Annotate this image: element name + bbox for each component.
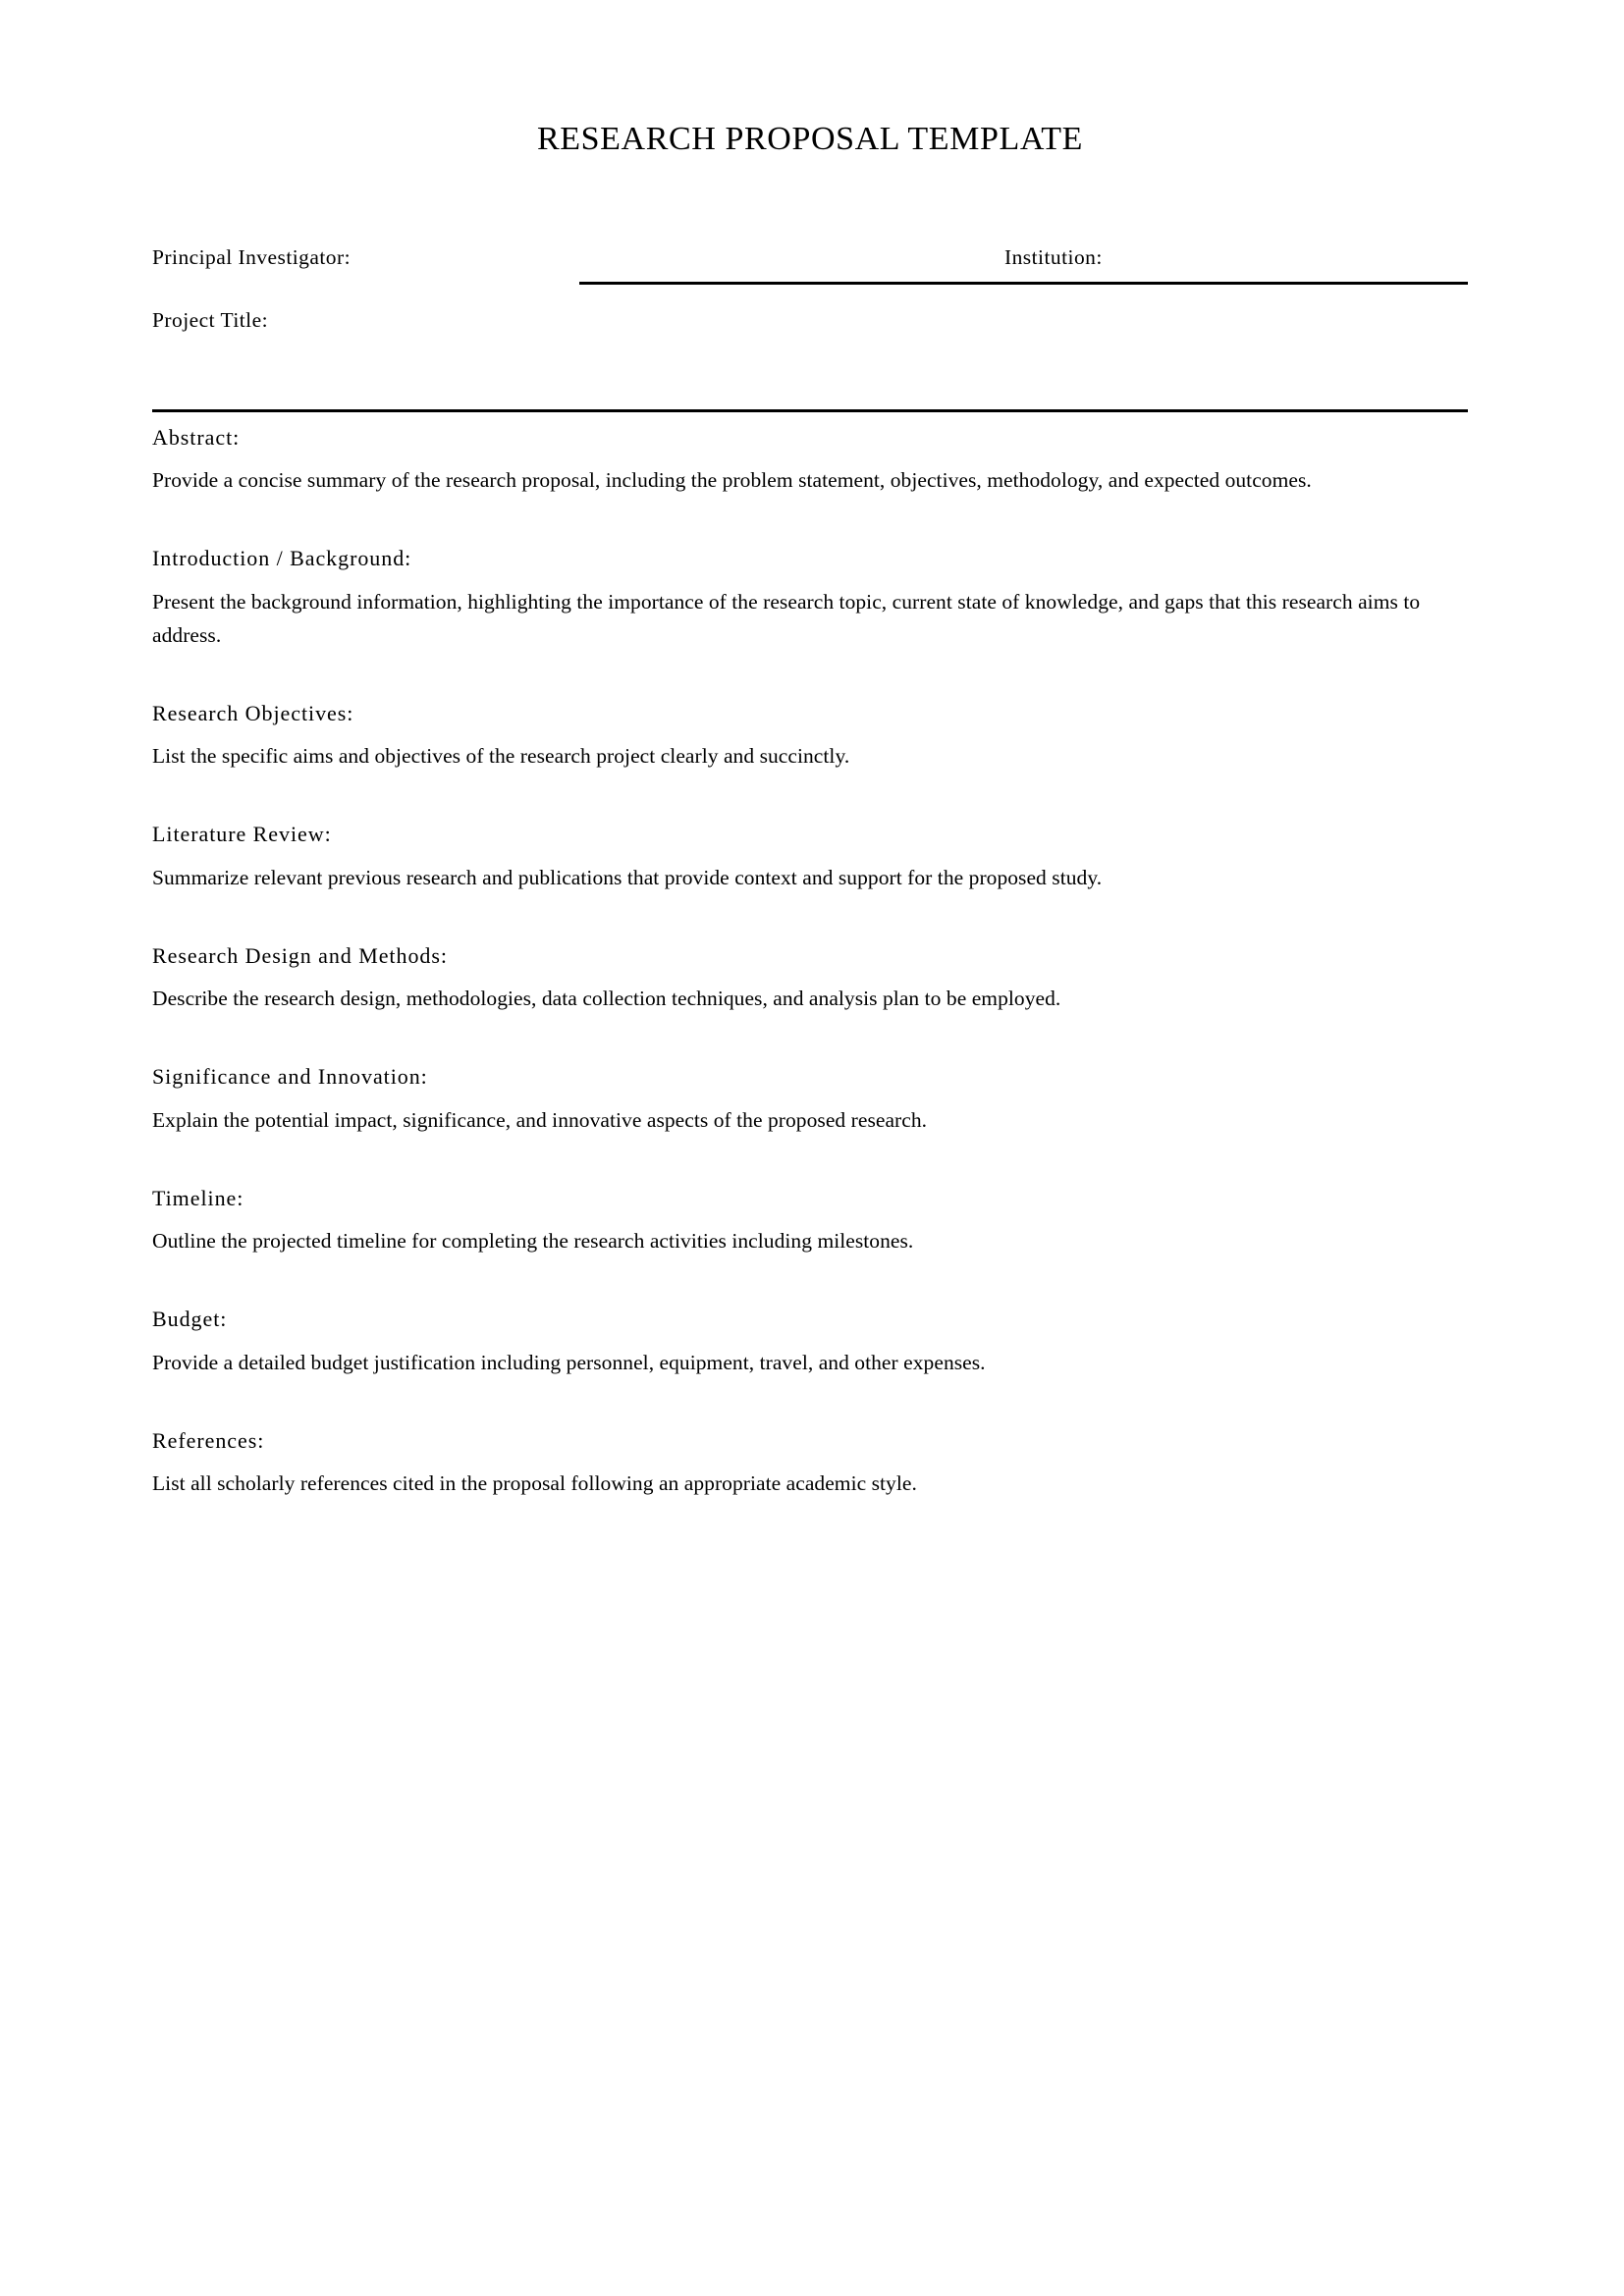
proposal-section [152,1185,1468,1258]
proposal-section [152,700,1468,774]
section-body-text: List all scholarly references cited in the proposal following an appropriate academic style. [152,1471,917,1496]
section-body-text: Provide a detailed budget justification including personnel, equipment, travel, and other expenses. [152,1350,986,1374]
section-heading: Introduction / Background: [152,546,412,571]
institution-label: Institution: [1004,244,1103,269]
proposal-section [152,942,1468,1016]
proposal-section [152,424,1468,498]
section-heading: Timeline: [152,1185,244,1210]
document-content [152,0,1468,1501]
section-heading: Literature Review: [152,822,332,847]
investigator-institution-row [152,241,1468,287]
project-title-fill-in-line[interactable] [152,409,1468,412]
principal-investigator-label: Principal Investigator: [152,244,352,269]
section-body-text: Present the background information, highlighting the importance of the research topic, current state of knowledge, and gaps that this research aims to address. [152,589,1421,647]
section-body-text: Summarize relevant previous research and publications that provide context and support for the proposed study. [152,865,1103,889]
institution-fill-in-line[interactable] [579,282,1468,285]
proposal-section [152,1427,1468,1501]
project-title-label: Project Title: [152,307,268,332]
project-title-row [152,304,1468,424]
sections-container [152,424,1468,1501]
section-heading: Significance and Innovation: [152,1064,428,1090]
section-heading: Abstract: [152,424,241,450]
proposal-section [152,1306,1468,1379]
section-body-text: Provide a concise summary of the research proposal, including the problem statement, objectives, methodology, and expected outcomes. [152,468,1312,493]
proposal-section [152,545,1468,652]
section-body-text: List the specific aims and objectives of the research project clearly and succinctly. [152,744,850,769]
section-heading: Research Objectives: [152,700,354,725]
section-body-text: Outline the projected timeline for completing the research activities including milestones. [152,1229,914,1254]
section-heading: Budget: [152,1307,228,1332]
section-body-text: Describe the research design, methodologies, data collection techniques, and analysis plan to be employed. [152,987,1061,1011]
proposal-section [152,1063,1468,1137]
section-heading: References: [152,1427,265,1453]
section-body-text: Explain the potential impact, significance, and innovative aspects of the proposed research. [152,1107,928,1132]
page-title: RESEARCH PROPOSAL TEMPLATE [537,121,1083,157]
proposal-section [152,821,1468,894]
section-heading: Research Design and Methods: [152,942,448,968]
